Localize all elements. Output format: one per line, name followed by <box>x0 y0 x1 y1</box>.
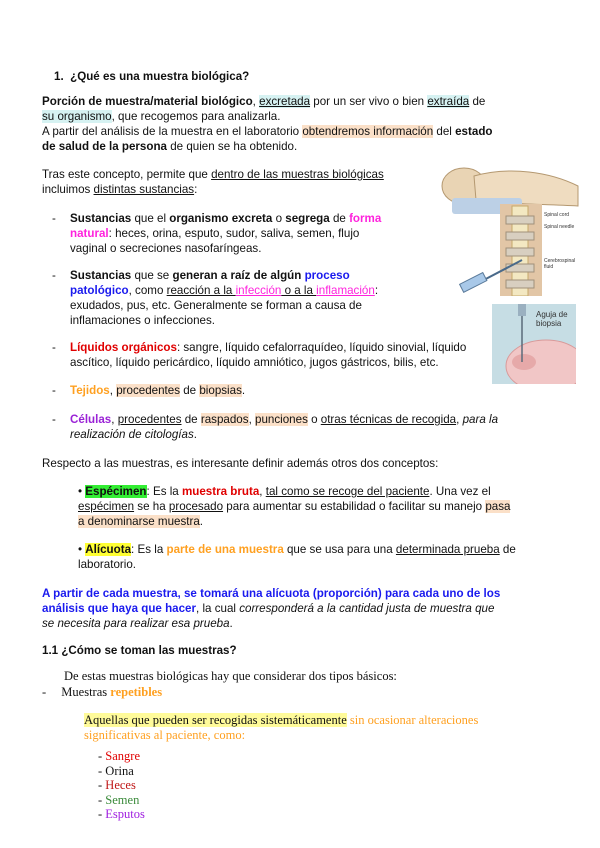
patologico: patológico <box>70 284 129 297</box>
text: que se usa para una <box>283 543 396 556</box>
text: realización de citologías <box>70 428 194 441</box>
text: para aumentar su estabilidad o facilitar su manejo <box>223 500 486 513</box>
intro-paragraph <box>42 167 422 197</box>
sample-name: Sangre <box>105 749 141 763</box>
alicuota-definition <box>78 542 543 572</box>
text: . <box>229 617 233 630</box>
text: del <box>433 125 456 138</box>
text: , <box>248 413 256 426</box>
text: corresponderá a la cantidad justa de muestra que <box>239 602 495 615</box>
text: espécimen <box>78 500 135 513</box>
text: : heces, orina, esputo, sudor, saliva, semen, flujo <box>108 227 360 240</box>
heading-1-1: 1.1 ¿Cómo se toman las muestras? <box>42 644 237 657</box>
text: : <box>194 183 198 196</box>
respecto-paragraph: Respecto a las muestras, es interesante definir además otros dos conceptos: <box>42 457 439 470</box>
label-biopsy-1: Aguja de <box>536 310 568 319</box>
text: . <box>241 384 246 397</box>
text: , la cual <box>196 602 240 615</box>
text: organismo excreta <box>169 212 273 225</box>
infeccion: infección <box>235 284 282 297</box>
label-csf: Cerebrospinal fluid <box>544 258 576 270</box>
recogidas-paragraph <box>84 713 534 743</box>
text: pasa <box>485 500 511 513</box>
text: , <box>259 485 266 498</box>
sample-list-items <box>98 749 145 822</box>
obtendremos-informacion: obtendremos información <box>302 125 434 138</box>
text: biopsias <box>199 384 242 397</box>
muestra-bruta: muestra bruta <box>181 485 260 498</box>
text: dentro de las muestras biológicas <box>211 168 384 181</box>
text: . <box>193 428 197 441</box>
text: tal como se recoge del paciente <box>265 485 430 498</box>
text: A partir de cada muestra, se tomará una alícuota (proporción) para cada uno de los <box>42 587 501 600</box>
text: Aquellas que pueden ser recogidas sistemáticamente <box>84 713 347 727</box>
text: para la <box>462 413 499 426</box>
sample-name: Esputos <box>105 807 145 821</box>
text: determinada prueba <box>395 543 500 556</box>
dash-marker: - <box>98 763 106 778</box>
text: Tras este concepto, permite que <box>42 168 212 181</box>
text: , que recogemos para analizarla. <box>111 110 281 123</box>
text: inflamaciones o infecciones. <box>70 314 216 327</box>
text: se ha <box>134 500 169 513</box>
text: segrega <box>285 212 330 225</box>
especimen-term: Espécimen <box>85 485 147 498</box>
tejidos: Tejidos <box>70 384 110 397</box>
text: que se <box>131 269 173 282</box>
dash-marker: - <box>98 807 106 821</box>
alicuota-paragraph <box>42 586 562 631</box>
text: . Una vez el <box>429 485 491 498</box>
definition-paragraph <box>42 94 522 154</box>
text: ascítico, líquido pericárdico, líquido amniótico, jugos gástricos, bilis, etc. <box>70 356 439 369</box>
especimen-definition <box>78 484 533 529</box>
heading-number: 1. <box>54 70 64 83</box>
bullet-sustancias-excretadas <box>70 211 472 256</box>
text: , como <box>128 284 167 297</box>
heading-text: ¿Qué es una muestra biológica? <box>70 70 250 83</box>
excretada: excretada <box>259 95 311 108</box>
text: Sustancias <box>70 212 132 225</box>
text: : <box>374 284 379 297</box>
bullet-tejidos <box>70 383 472 398</box>
dash-marker: - <box>52 341 56 354</box>
label-biopsy-2: biopsia <box>536 319 562 328</box>
text: de <box>499 543 516 556</box>
sample-name: Heces <box>105 778 136 792</box>
repetibles-term: repetibles <box>110 685 163 699</box>
alicuota-term: Alícuota <box>85 543 132 556</box>
dash-marker: - <box>52 413 56 426</box>
natural: natural <box>70 227 109 240</box>
sample-list-item <box>98 749 145 764</box>
bullet-celulas <box>70 412 550 442</box>
repetibles-item <box>42 685 162 700</box>
text: procedentes <box>116 384 180 397</box>
text: análisis que haya que hacer <box>42 602 197 615</box>
text: de <box>469 95 486 108</box>
heading-1 <box>54 69 249 84</box>
text: procedentes <box>117 413 182 426</box>
dash-marker: - <box>98 792 106 807</box>
dash-marker: - <box>98 778 106 792</box>
text: procesado <box>168 500 224 513</box>
inflamacion: inflamación <box>316 284 375 297</box>
bullet-liquidos <box>70 340 510 370</box>
text: , <box>456 413 463 426</box>
text: raspados <box>200 413 249 426</box>
text: se necesita para realizar esa prueba <box>42 617 230 630</box>
bullet: • <box>78 543 83 556</box>
dash-marker: - <box>52 212 56 225</box>
text: exudados, pus, etc. Generalmente se forman a causa de <box>70 299 362 312</box>
sample-list-item <box>98 778 145 793</box>
proceso: proceso <box>304 269 350 282</box>
text: a denominarse muestra <box>78 515 200 528</box>
dash-marker: - <box>42 685 47 699</box>
text: punciones <box>255 413 308 426</box>
text: de <box>329 212 350 225</box>
sample-list-item <box>98 764 145 779</box>
text: , <box>111 413 118 426</box>
text: significativas al paciente, como: <box>84 728 246 742</box>
salud-persona: de salud de la persona <box>42 140 167 153</box>
text: reacción a la <box>166 284 236 297</box>
label-spinal-cord: Spinal cord <box>544 212 570 218</box>
estado: estado <box>455 125 493 138</box>
text: de <box>181 413 201 426</box>
dash-marker: - <box>98 749 106 763</box>
text: , <box>109 384 117 397</box>
extraida: extraída <box>427 95 470 108</box>
bullet-sustancias-patologicas <box>70 268 472 328</box>
text: Sustancias <box>70 269 132 282</box>
text: : sangre, líquido cefalorraquídeo, líquido sinovial, líquido <box>176 341 467 354</box>
label-spinal-needle: Spinal needle <box>544 224 575 230</box>
text: de quien se ha obtenido. <box>167 140 298 153</box>
text: vaginal o secreciones nasofaríngeas. <box>70 242 262 255</box>
text: : Es la <box>146 485 182 498</box>
text: de <box>180 384 200 397</box>
text: por un ser vivo o bien <box>310 95 428 108</box>
text: o a la <box>281 284 317 297</box>
sample-name: Semen <box>105 792 140 807</box>
text: A partir del análisis de la muestra en el laboratorio <box>42 125 303 138</box>
sample-name: Orina <box>105 763 134 778</box>
sample-list <box>98 749 145 822</box>
liquidos-organicos: Líquidos orgánicos <box>70 341 177 354</box>
sample-list-item <box>98 793 145 808</box>
dash-marker: - <box>52 384 56 397</box>
forma: forma <box>349 212 382 225</box>
text: Muestras <box>61 685 111 699</box>
text: distintas sustancias <box>93 183 195 196</box>
text: o <box>272 212 286 225</box>
dash-marker: - <box>52 269 56 282</box>
text: incluimos <box>42 183 94 196</box>
text: : Es la <box>131 543 167 556</box>
text: . <box>199 515 204 528</box>
sample-list-item <box>98 807 145 822</box>
celulas: Células <box>70 413 112 426</box>
text: laboratorio. <box>78 558 137 571</box>
bullet: • <box>78 485 83 498</box>
su-organismo: su organismo <box>42 110 112 123</box>
text: , <box>252 95 260 108</box>
text: sin ocasionar alteraciones <box>346 713 479 727</box>
parte-de-una-muestra: parte de una muestra <box>166 543 284 556</box>
text: otras técnicas de recogida <box>320 413 457 426</box>
tipos-paragraph: De estas muestras biológicas hay que considerar dos tipos básicos: <box>64 669 397 683</box>
def-term: Porción de muestra/material biológico <box>42 95 253 108</box>
text: generan a raíz de algún <box>172 269 302 282</box>
text: o <box>307 413 321 426</box>
text: que el <box>131 212 170 225</box>
